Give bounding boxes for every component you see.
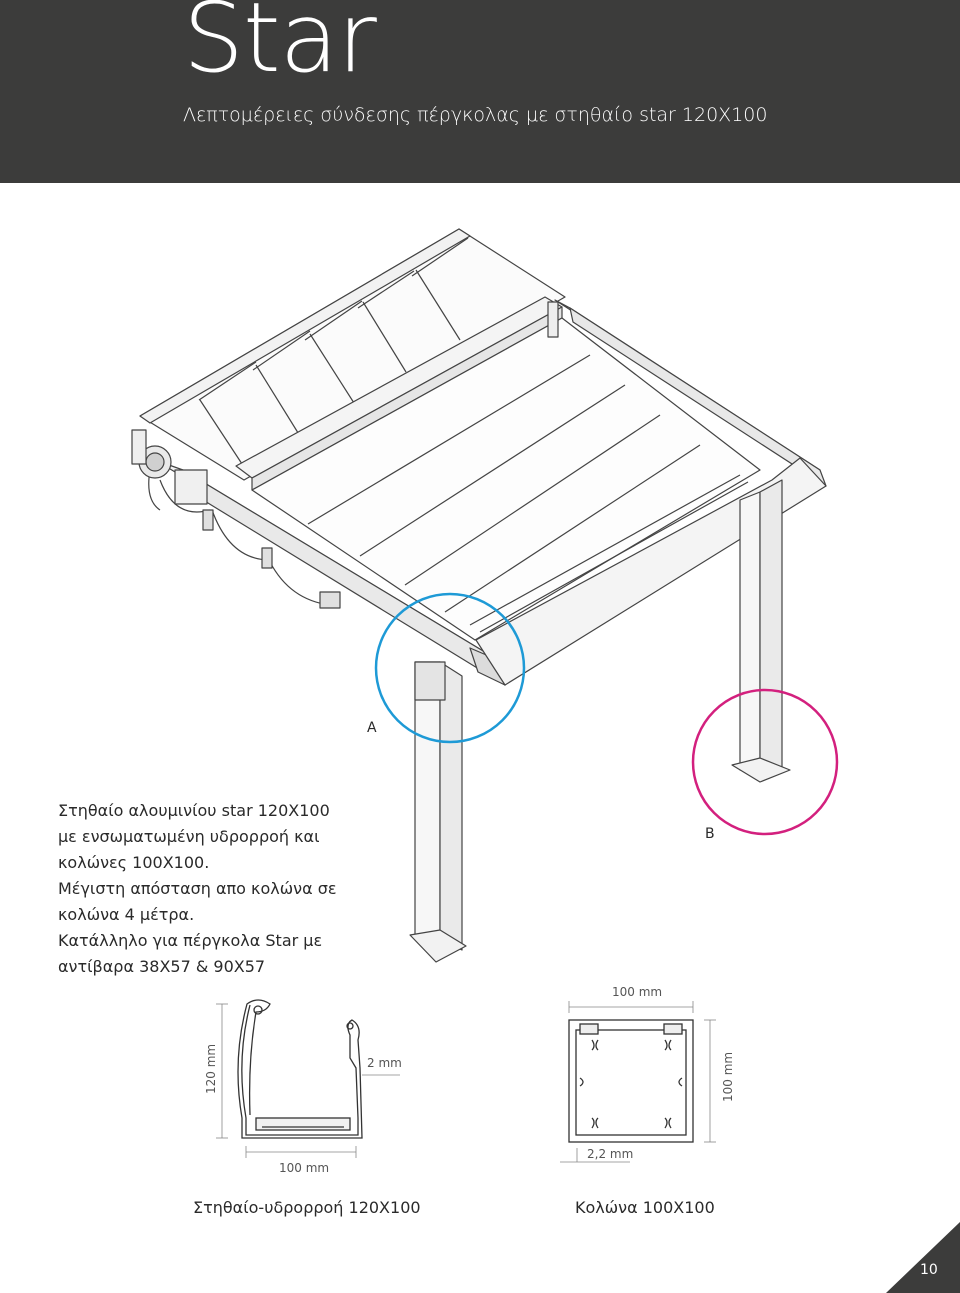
column-side-dim: 100 mm (721, 1051, 735, 1102)
gutter-width-dim: 100 mm (279, 1161, 330, 1175)
gutter-caption: Στηθαίο-υδρορροή 120Χ100 (193, 1198, 421, 1217)
description-line: αντίβαρα 38Χ57 & 90Χ57 (58, 957, 266, 976)
description-line: κολώνες 100Χ100. (58, 853, 210, 872)
column-wall-dim: 2,2 mm (587, 1147, 634, 1161)
description-line: Στηθαίο αλουμινίου star 120Χ100 (58, 801, 330, 820)
page-subtitle: Λεπτομέρειες σύνδεσης πέργκολας με στηθαίο star 120Χ100 (183, 104, 768, 126)
column-top-dim: 100 mm (612, 985, 663, 999)
description-line: με ενσωματωμένη υδρορροή και (58, 827, 320, 846)
description-line: Κατάλληλο για πέργκολα Star με (58, 931, 323, 950)
column-caption: Κολώνα 100Χ100 (575, 1198, 715, 1217)
gutter-wall-dim: 2 mm (367, 1056, 402, 1070)
gutter-height-dim: 120 mm (204, 1043, 218, 1094)
page-number: 10 (920, 1262, 938, 1278)
callout-a-label: A (367, 720, 377, 736)
description-line: κολώνα 4 μέτρα. (58, 905, 195, 924)
brand-title: Star (183, 0, 376, 94)
callout-b-label: B (705, 826, 715, 842)
description-line: Μέγιστη απόσταση απο κολώνα σε (58, 879, 337, 898)
